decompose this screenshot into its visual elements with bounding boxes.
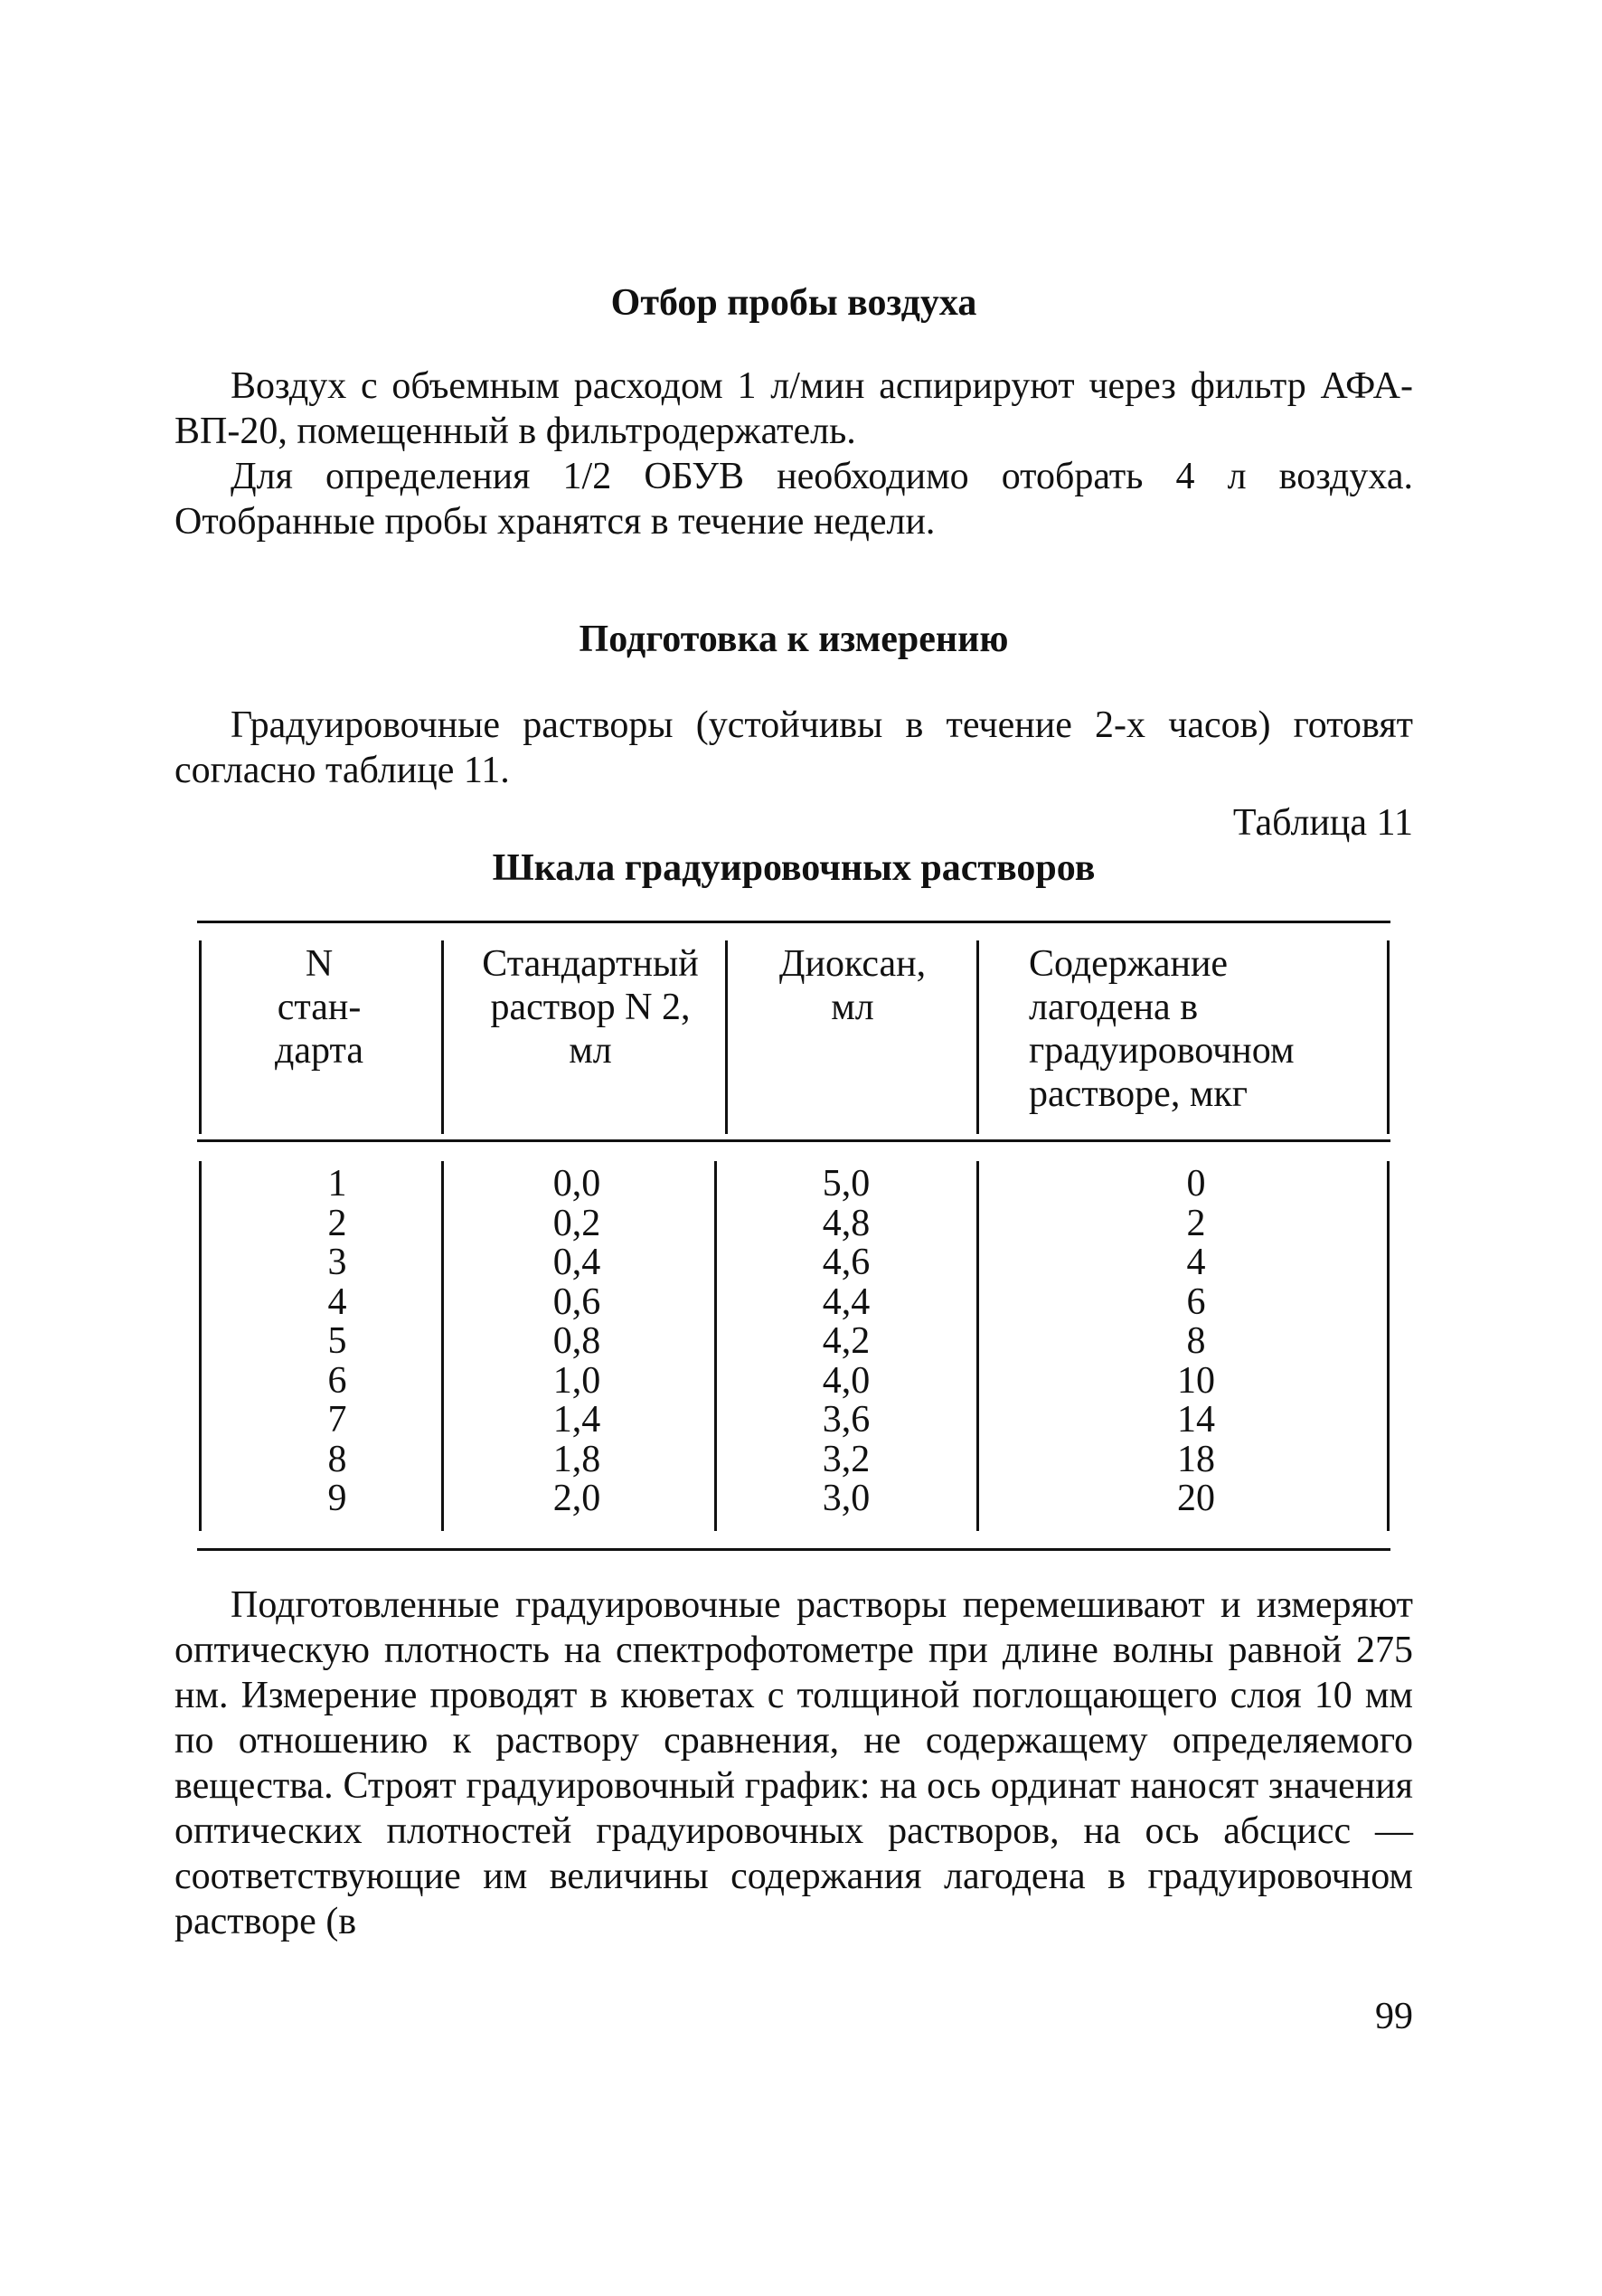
table-cell: 20 (1177, 1478, 1215, 1519)
table-top-rule (197, 921, 1390, 923)
table-cell: 4 (1186, 1242, 1206, 1283)
table-cell: 2 (1186, 1202, 1206, 1244)
table-cell: 14 (1177, 1399, 1215, 1441)
column-standard-solution (523, 1165, 631, 1519)
header-divider-right (1387, 940, 1390, 1134)
table-cell: 3 (327, 1242, 347, 1283)
body-divider-left (199, 1161, 202, 1531)
header-lagoden-content: Содержание лагодена в градуировочном растворе, мкг (1029, 943, 1295, 1115)
column-lagoden-content (1146, 1165, 1246, 1519)
table-cell: 4,2 (822, 1320, 871, 1362)
header-standard-number: N стан- дарта (275, 943, 363, 1072)
paragraph-air-flow: Воздух с объемным расходом 1 л/мин аспирируют через фильтр АФА-ВП-20, помещенный в фильтродержатель. (174, 365, 1413, 452)
body-divider-3 (976, 1161, 979, 1531)
page-number: 99 (1375, 1996, 1413, 2037)
table-cell: 1,4 (552, 1399, 601, 1441)
table-cell: 3,6 (822, 1399, 871, 1441)
section-measurement-prep-body (174, 703, 1413, 793)
table-cell: 4,0 (822, 1359, 871, 1402)
table-bottom-rule (197, 1548, 1390, 1551)
table-cell: 2 (327, 1202, 347, 1244)
table-cell: 0,8 (552, 1320, 601, 1362)
section-air-sampling-body (174, 364, 1413, 544)
paragraph-calibration-solutions: Градуировочные растворы (устойчивы в течение 2-х часов) готовят согласно таблице 11. (174, 704, 1413, 791)
table-cell: 4,4 (822, 1280, 871, 1323)
table-cell: 8 (327, 1438, 347, 1480)
header-standard-solution: Стандартный раствор N 2, мл (482, 943, 699, 1072)
body-divider-1 (441, 1161, 444, 1531)
table-cell: 6 (327, 1359, 347, 1402)
table-cell: 1,8 (552, 1438, 601, 1480)
paragraph-optical-density: Подготовленные градуировочные растворы перемешивают и измеряют оптическую плотность на спектрофотометре при длине волны равной 275 нм. Измерение проводят в кюветах с толщиной поглощающего слоя 10 мм по отношению к раствору сравнения, не содержащему определяемого вещества. Строят градуировочный график: на ось ординат наносят значения оптических плотностей градуировочных растворов, на ось абсцисс — соответствующие им величины содержания лагодена в градуировочном растворе (в (174, 1584, 1413, 1942)
header-divider-1 (441, 940, 444, 1134)
table-cell: 1,0 (552, 1359, 601, 1402)
table-cell: 4,8 (822, 1202, 871, 1244)
table-cell: 0,4 (552, 1242, 601, 1283)
table-cell: 10 (1177, 1359, 1215, 1402)
table-cell: 2,0 (552, 1478, 601, 1519)
table-cell: 4 (327, 1280, 347, 1323)
section-measurement-body (174, 1583, 1413, 1944)
paragraph-sample-volume: Для определения 1/2 ОБУВ необходимо отобрать 4 л воздуха. Отобранные пробы хранятся в течение недели. (174, 456, 1413, 543)
table-cell: 0 (1186, 1163, 1206, 1205)
table-cell: 9 (327, 1478, 347, 1519)
header-divider-2 (725, 940, 728, 1134)
table-cell: 3,2 (822, 1438, 871, 1480)
body-divider-2 (714, 1161, 717, 1531)
body-divider-right (1387, 1161, 1390, 1531)
table-cell: 5,0 (822, 1163, 871, 1205)
table-cell: 7 (327, 1399, 347, 1441)
column-standard-number (306, 1165, 369, 1519)
table-cell: 8 (1186, 1320, 1206, 1362)
header-divider-3 (976, 940, 979, 1134)
table-cell: 0,2 (552, 1202, 601, 1244)
table-cell: 0,6 (552, 1280, 601, 1323)
section-title-measurement-prep: Подготовка к измерению (579, 619, 1009, 660)
table-cell: 5 (327, 1320, 347, 1362)
header-dioxane: Диоксан, мл (778, 943, 927, 1028)
table-title: Шкала градуировочных растворов (492, 847, 1096, 889)
header-divider-left (199, 940, 202, 1134)
table-cell: 6 (1186, 1280, 1206, 1323)
table-cell: 1 (327, 1163, 347, 1205)
table-cell: 0,0 (552, 1163, 601, 1205)
table-cell: 18 (1177, 1438, 1215, 1480)
calibration-table (197, 921, 1390, 1551)
table-number-label: Таблица 11 (1232, 802, 1413, 844)
table-cell: 4,6 (822, 1242, 871, 1283)
table-cell: 3,0 (822, 1478, 871, 1519)
table-header-rule (197, 1139, 1390, 1142)
column-dioxane (792, 1165, 900, 1519)
section-title-air-sampling: Отбор пробы воздуха (610, 282, 977, 324)
